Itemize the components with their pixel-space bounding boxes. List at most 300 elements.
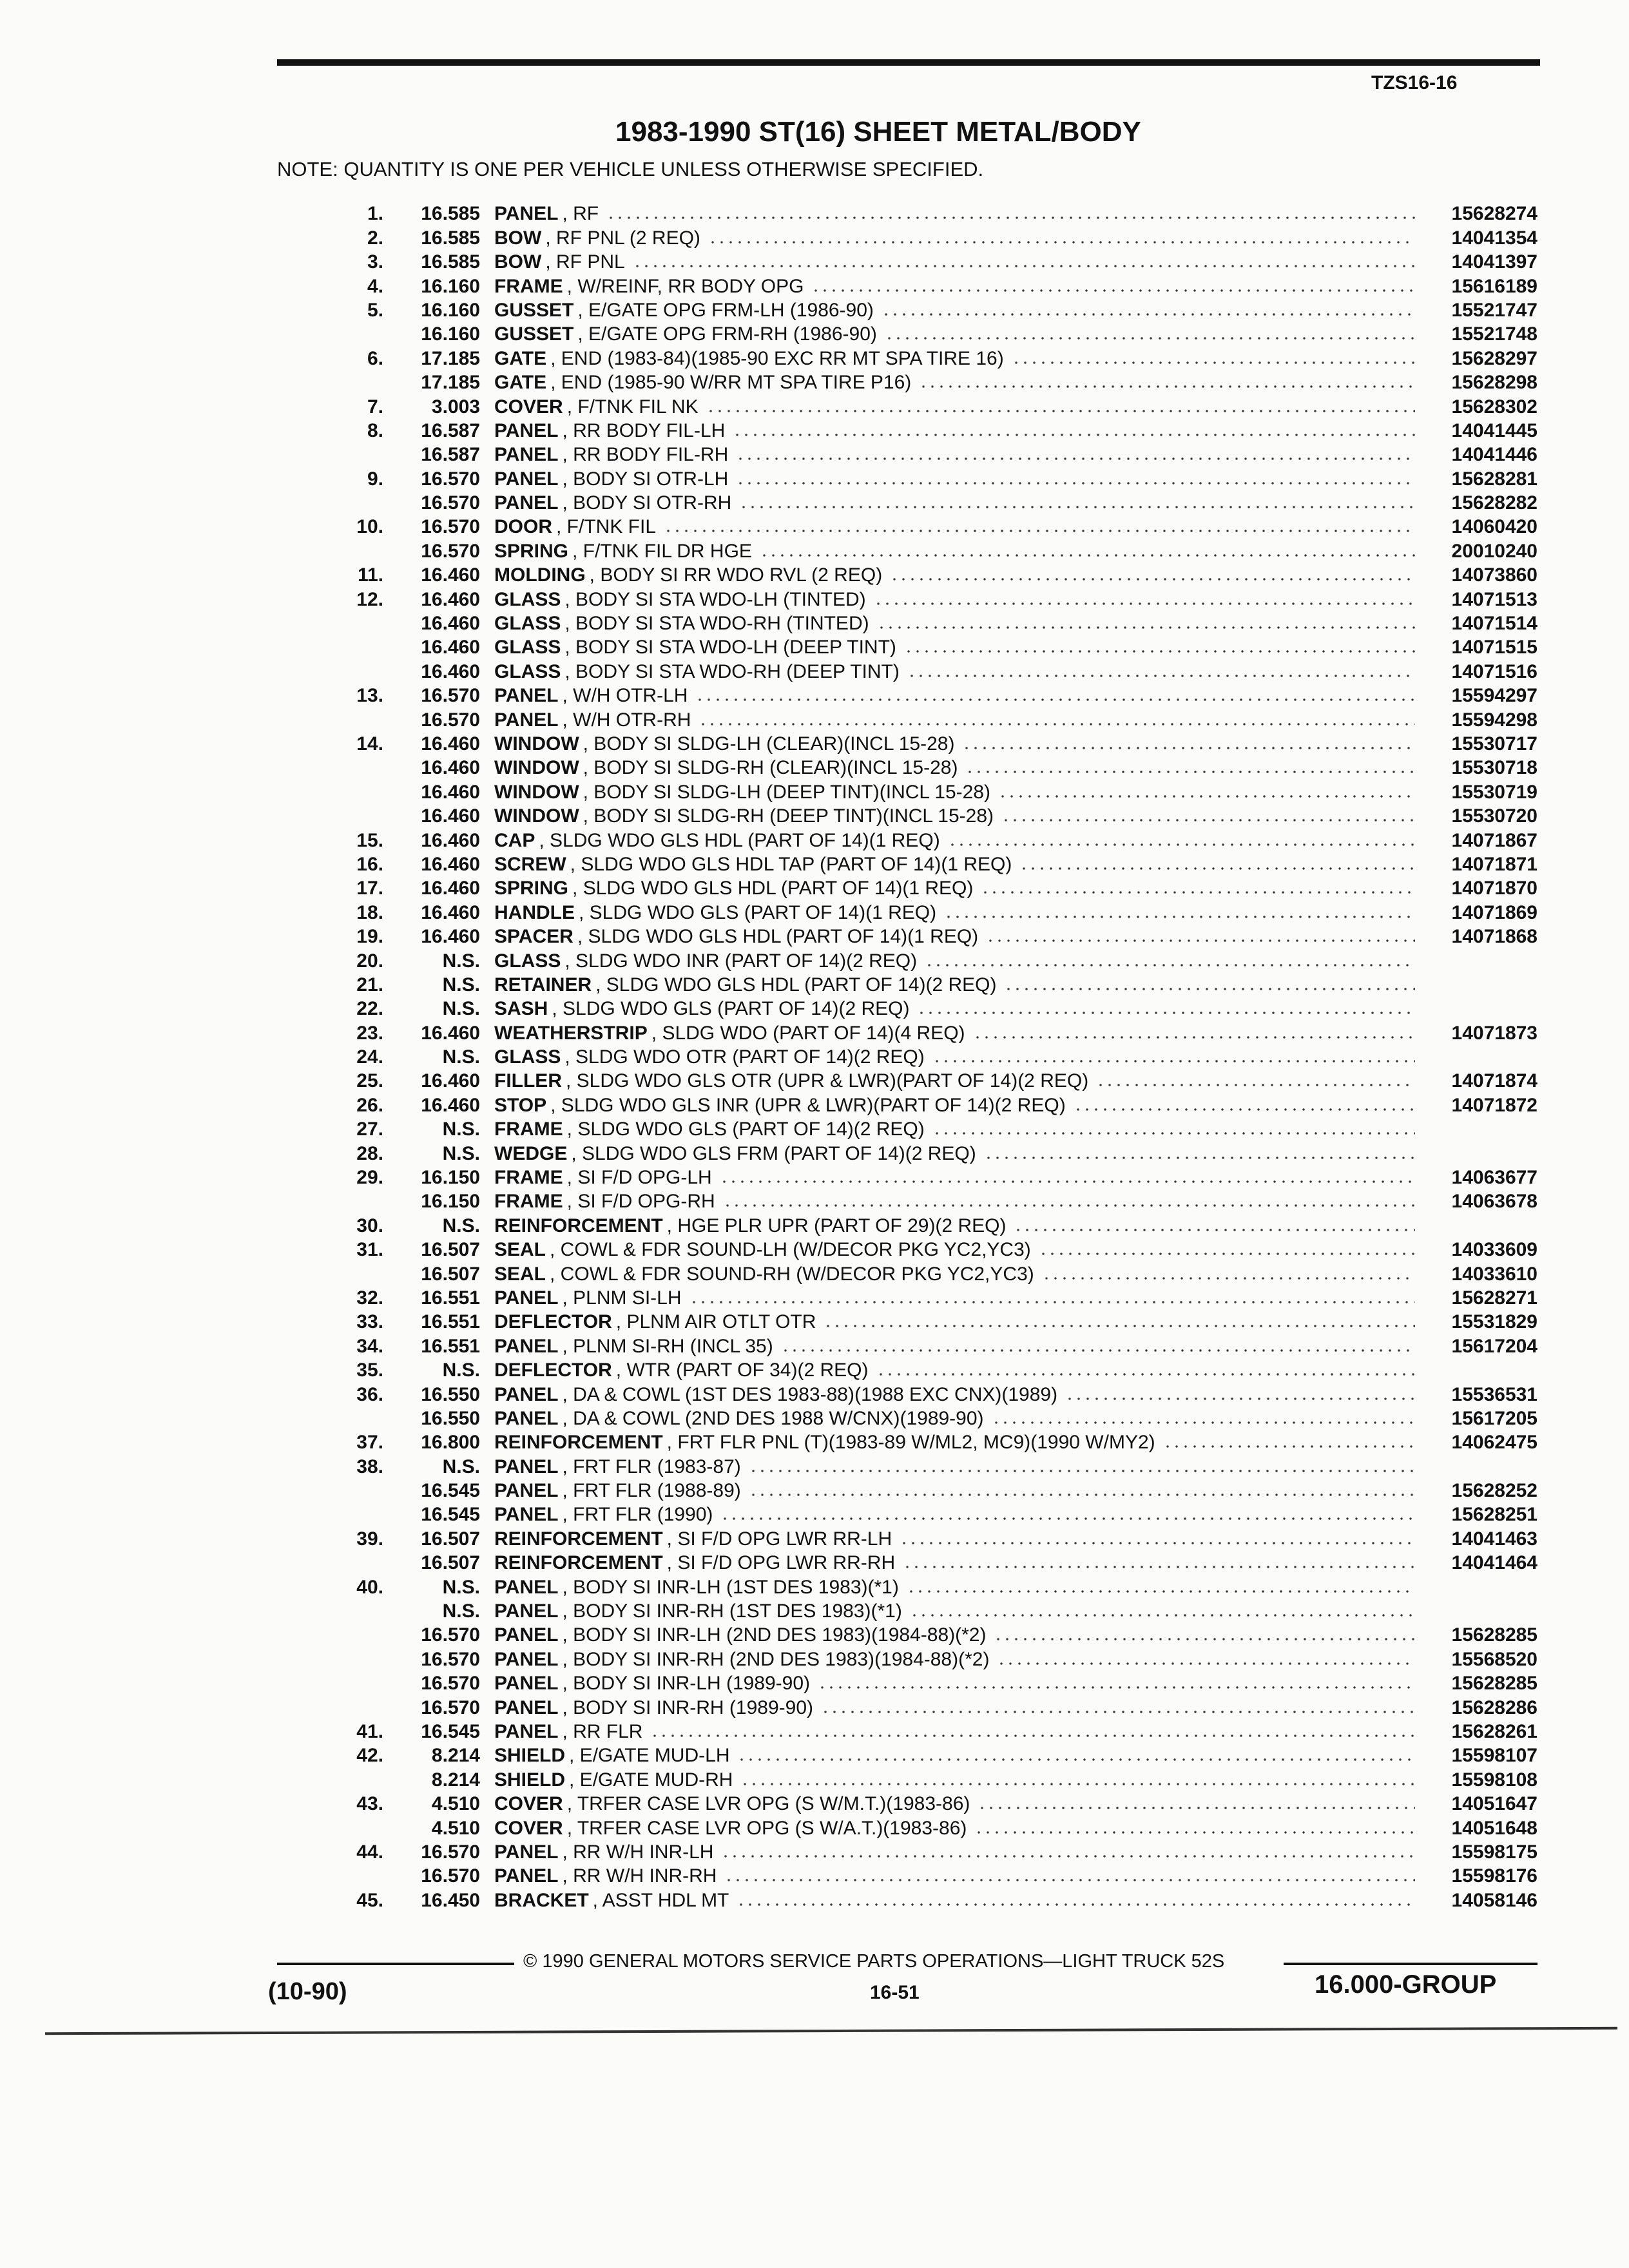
part-row [277, 1117, 1537, 1140]
part-description [494, 1143, 1422, 1165]
part-name: PANEL [494, 419, 559, 441]
catalog-code: 16.570 [421, 468, 480, 490]
dot-leader [890, 577, 1415, 581]
dot-leader [708, 240, 1415, 244]
catalog-code: 16.507 [421, 1263, 480, 1285]
catalog-code: 17.185 [421, 347, 480, 369]
part-name: COVER [494, 1793, 563, 1815]
dot-leader [932, 1131, 1415, 1135]
part-detail: , RF PNL (2 REQ) [545, 227, 700, 249]
part-row [277, 538, 1537, 562]
part-row [277, 1430, 1537, 1454]
catalog-code: 16.460 [421, 805, 480, 827]
part-description [494, 709, 1422, 731]
part-number: 15616189 [1451, 275, 1537, 297]
catalog-code: N.S. [442, 998, 480, 1020]
dot-leader [948, 843, 1415, 847]
part-name: PANEL [494, 492, 559, 514]
part-detail: , FRT FLR PNL (T)(1983-89 W/ML2, MC9)(1990 W/MY2) [666, 1432, 1155, 1454]
part-detail: , F/TNK FIL [556, 516, 657, 538]
part-row [277, 924, 1537, 948]
part-name: WINDOW [494, 781, 579, 803]
part-name: SEAL [494, 1239, 546, 1261]
part-detail: , RR W/H INR-RH [562, 1865, 717, 1887]
part-description [494, 613, 1422, 635]
part-number: 14058146 [1451, 1889, 1537, 1911]
part-row [277, 1140, 1537, 1164]
dot-leader [998, 794, 1415, 798]
part-description [494, 1046, 1422, 1068]
catalog-code: 16.460 [421, 637, 480, 658]
part-description [494, 974, 1422, 996]
part-number: 14071871 [1451, 853, 1537, 875]
part-row [277, 1646, 1537, 1670]
dot-leader [736, 457, 1415, 461]
part-detail: , SLDG WDO GLS HDL TAP (PART OF 14)(1 REQ) [570, 853, 1012, 875]
part-number: 14071872 [1451, 1094, 1537, 1116]
part-description [494, 637, 1422, 658]
part-description [494, 1287, 1422, 1309]
part-detail: , SLDG WDO GLS HDL (PART OF 14)(2 REQ) [595, 974, 997, 995]
part-name: GLASS [494, 637, 561, 658]
part-number: 15598175 [1451, 1841, 1537, 1863]
part-description [494, 1504, 1422, 1526]
item-number: 39. [356, 1528, 383, 1550]
catalog-code: 16.460 [421, 660, 480, 682]
part-name: CAP [494, 829, 535, 851]
part-name: REINFORCEMENT [494, 1528, 663, 1550]
catalog-code: 16.507 [421, 1552, 480, 1574]
item-number: 21. [356, 974, 383, 995]
dot-leader [664, 529, 1415, 533]
part-detail: , COWL & FDR SOUND-RH (W/DECOR PKG YC2,YC3) [550, 1263, 1034, 1285]
catalog-code: 16.545 [421, 1504, 480, 1526]
part-description [494, 1769, 1422, 1791]
dot-leader [1163, 1445, 1415, 1448]
part-name: RETAINER [494, 974, 592, 995]
part-detail: , FRT FLR (1983-87) [562, 1456, 741, 1477]
part-row [277, 1189, 1537, 1213]
part-name: PANEL [494, 1576, 559, 1598]
part-detail: , F/TNK FIL NK [566, 396, 699, 418]
part-description [494, 902, 1422, 924]
part-row [277, 707, 1537, 731]
item-number: 45. [356, 1889, 383, 1911]
part-number: 15628298 [1451, 372, 1537, 394]
item-number: 8. [367, 419, 383, 441]
part-number: 14071513 [1451, 588, 1537, 610]
part-name: WEDGE [494, 1142, 568, 1164]
item-number: 16. [356, 853, 383, 875]
part-name: DEFLECTOR [494, 1311, 612, 1333]
part-row [277, 249, 1537, 273]
part-description [494, 1649, 1422, 1671]
item-number: 4. [367, 275, 383, 297]
catalog-code: 16.587 [421, 419, 480, 441]
item-number: 31. [356, 1239, 383, 1261]
part-description [494, 1624, 1422, 1646]
part-detail: , BODY SI SLDG-RH (CLEAR)(INCL 15-28) [583, 757, 958, 779]
part-name: PANEL [494, 1335, 559, 1357]
item-number: 5. [367, 299, 383, 321]
catalog-code: 16.460 [421, 1070, 480, 1092]
dot-leader [739, 505, 1415, 509]
item-number: 11. [357, 564, 383, 586]
part-number: 14062475 [1451, 1432, 1537, 1454]
part-description [494, 492, 1422, 514]
part-name: PANEL [494, 1673, 559, 1695]
part-detail: , ASST HDL MT [592, 1889, 729, 1911]
catalog-code: 16.570 [421, 1865, 480, 1887]
part-row [277, 1815, 1537, 1839]
part-number: 15617204 [1451, 1335, 1537, 1357]
part-name: PANEL [494, 1865, 559, 1887]
dot-leader [981, 890, 1415, 894]
item-number: 22. [356, 998, 383, 1020]
item-number: 42. [356, 1745, 383, 1767]
part-description [494, 468, 1422, 490]
dot-leader [973, 1035, 1415, 1039]
part-detail: , BODY SI INR-LH (1ST DES 1983)(*1) [562, 1576, 899, 1598]
item-number: 10. [356, 516, 383, 538]
catalog-code: N.S. [442, 950, 480, 972]
part-name: PANEL [494, 468, 559, 490]
part-row [277, 1213, 1537, 1236]
part-name: GUSSET [494, 323, 574, 345]
part-name: FRAME [494, 1167, 563, 1189]
part-description [494, 1239, 1422, 1261]
catalog-code: 16.585 [421, 251, 480, 273]
part-name: PANEL [494, 1696, 559, 1718]
catalog-code: 16.545 [421, 1480, 480, 1502]
part-row [277, 803, 1537, 827]
dot-leader [650, 1734, 1415, 1738]
item-number: 37. [356, 1432, 383, 1454]
part-description [494, 1191, 1422, 1213]
part-detail: , BODY SI INR-RH (1989-90) [562, 1696, 814, 1718]
part-row [277, 322, 1537, 345]
part-name: PANEL [494, 1480, 559, 1502]
part-name: GATE [494, 347, 547, 369]
item-number: 27. [356, 1119, 383, 1140]
catalog-code: 16.460 [421, 564, 480, 586]
part-detail: , SI F/D OPG-RH [566, 1191, 715, 1213]
catalog-code: 16.570 [421, 1673, 480, 1695]
part-description [494, 1890, 1422, 1912]
part-description [494, 1793, 1422, 1815]
part-detail: , BODY SI INR-LH (1989-90) [562, 1673, 811, 1695]
part-description [494, 1023, 1422, 1044]
part-description [494, 1721, 1422, 1743]
catalog-code: 16.150 [421, 1191, 480, 1213]
part-detail: , BODY SI STA WDO-RH (TINTED) [564, 613, 869, 635]
dot-leader [720, 1180, 1415, 1184]
part-row [277, 1454, 1537, 1477]
catalog-code: 16.460 [421, 1094, 480, 1116]
dot-leader [1001, 818, 1415, 822]
item-number: 35. [356, 1360, 383, 1381]
dot-leader [706, 409, 1415, 413]
item-number: 15. [356, 829, 383, 851]
catalog-code: 16.160 [421, 299, 480, 321]
part-number: 14071516 [1451, 660, 1537, 682]
dot-leader [986, 939, 1415, 943]
part-description [494, 1408, 1422, 1430]
part-row [277, 394, 1537, 418]
part-row [277, 442, 1537, 466]
part-row [277, 635, 1537, 658]
part-name: BOW [494, 227, 542, 249]
part-row [277, 1261, 1537, 1285]
item-number: 23. [356, 1022, 383, 1044]
part-description [494, 1745, 1422, 1767]
part-number: 15530718 [1451, 757, 1537, 779]
part-row [277, 1333, 1537, 1357]
part-row [277, 1671, 1537, 1695]
catalog-code: 16.460 [421, 1022, 480, 1044]
part-row [277, 779, 1537, 803]
part-row [277, 755, 1537, 779]
part-name: BRACKET [494, 1889, 589, 1911]
part-description [494, 733, 1422, 755]
part-name: SEAL [494, 1263, 546, 1285]
part-row [277, 731, 1537, 755]
part-row [277, 1381, 1537, 1405]
catalog-code: 16.460 [421, 757, 480, 779]
part-row [277, 225, 1537, 249]
part-description [494, 589, 1422, 611]
catalog-code: 16.460 [421, 829, 480, 851]
dot-leader [818, 1686, 1415, 1689]
part-description [494, 1865, 1422, 1887]
part-row [277, 298, 1537, 322]
part-name: REINFORCEMENT [494, 1432, 663, 1454]
quantity-note: NOTE: QUANTITY IS ONE PER VEHICLE UNLESS OTHERWISE SPECIFIED. [277, 158, 984, 180]
part-description [494, 1384, 1422, 1406]
part-detail: , BODY SI INR-LH (2ND DES 1983)(1984-88)(*2) [562, 1624, 987, 1646]
dot-leader [876, 1372, 1416, 1376]
part-description [494, 1119, 1422, 1140]
item-number: 41. [356, 1721, 383, 1742]
part-detail: , BODY SI SLDG-LH (DEEP TINT)(INCL 15-28) [583, 781, 991, 803]
catalog-code: 16.570 [421, 540, 480, 562]
part-number: 14041397 [1451, 251, 1537, 273]
part-detail: , SI F/D OPG LWR RR-RH [666, 1552, 896, 1574]
dot-leader [811, 289, 1415, 293]
part-detail: , W/H OTR-LH [562, 685, 688, 707]
part-name: SHIELD [494, 1769, 566, 1791]
part-description [494, 830, 1422, 852]
dot-leader [1039, 1252, 1415, 1256]
dot-leader [740, 1782, 1415, 1786]
part-description [494, 854, 1422, 876]
part-detail: , BODY SI INR-RH (2ND DES 1983)(1984-88)(*2) [562, 1648, 990, 1670]
dot-leader [1004, 987, 1415, 991]
part-detail: , SLDG WDO GLS INR (UPR & LWR)(PART OF 14)(2 REQ) [550, 1094, 1066, 1116]
part-number: 15531829 [1451, 1311, 1537, 1333]
catalog-code: 16.570 [421, 1841, 480, 1863]
part-name: WINDOW [494, 733, 579, 754]
catalog-code: 16.460 [421, 613, 480, 635]
part-number: 15628282 [1451, 492, 1537, 514]
dot-leader [874, 602, 1415, 606]
dot-leader [925, 963, 1415, 967]
part-name: SPRING [494, 878, 569, 899]
catalog-code: N.S. [442, 1119, 480, 1140]
part-description [494, 926, 1422, 948]
part-detail: , COWL & FDR SOUND-LH (W/DECOR PKG YC2,YC3) [550, 1239, 1031, 1261]
part-detail: , BODY SI STA WDO-LH (TINTED) [564, 588, 866, 610]
part-description [494, 1552, 1422, 1574]
catalog-code: N.S. [442, 974, 480, 995]
dot-leader [821, 1710, 1415, 1714]
part-row [277, 1695, 1537, 1718]
part-number: 15521748 [1451, 323, 1537, 345]
dot-leader [1012, 361, 1415, 365]
footer-group: 16.000-GROUP [1315, 1970, 1497, 1999]
dot-leader [1014, 1228, 1415, 1232]
footer-copyright: © 1990 GENERAL MOTORS SERVICE PARTS OPERATIONS—LIGHT TRUCK 52S [523, 1951, 1225, 1972]
part-number: 14041463 [1451, 1528, 1537, 1550]
part-number: 15628281 [1451, 468, 1537, 490]
dot-leader [907, 674, 1415, 678]
part-detail: , SI F/D OPG LWR RR-LH [666, 1528, 892, 1550]
part-detail: , RF [562, 203, 599, 225]
part-detail: , BODY SI OTR-LH [562, 468, 729, 490]
part-detail: , END (1985-90 W/RR MT SPA TIRE P16) [550, 372, 912, 394]
part-number: 14033610 [1451, 1263, 1537, 1285]
part-row [277, 1863, 1537, 1887]
part-name: MOLDING [494, 564, 586, 586]
part-row [277, 418, 1537, 442]
part-detail: , BODY SI STA WDO-LH (DEEP TINT) [564, 637, 896, 658]
catalog-code: 16.550 [421, 1383, 480, 1405]
dot-leader [733, 433, 1415, 437]
dot-leader [720, 1517, 1415, 1521]
part-detail: , RR FLR [562, 1721, 643, 1742]
part-row [277, 1526, 1537, 1550]
item-number: 20. [356, 950, 383, 972]
part-description [494, 757, 1422, 779]
part-name: PANEL [494, 444, 559, 466]
part-detail: , PLNM AIR OTLT OTR [615, 1311, 816, 1333]
part-name: GATE [494, 372, 547, 394]
part-number: 15628302 [1451, 396, 1537, 418]
part-number: 14071870 [1451, 878, 1537, 899]
catalog-code: N.S. [442, 1360, 480, 1381]
catalog-code: 16.460 [421, 878, 480, 899]
part-row [277, 1478, 1537, 1502]
part-number: 15598108 [1451, 1769, 1537, 1791]
part-description [494, 1432, 1422, 1454]
part-description [494, 444, 1422, 466]
dot-leader [1096, 1083, 1415, 1087]
part-detail: , SLDG WDO GLS HDL (PART OF 14)(1 REQ) [539, 829, 940, 851]
part-number: 15530720 [1451, 805, 1537, 827]
part-name: PANEL [494, 1841, 559, 1863]
catalog-code: 8.214 [431, 1769, 480, 1791]
part-row [277, 466, 1537, 490]
part-description [494, 1336, 1422, 1358]
item-number: 19. [356, 926, 383, 948]
catalog-code: 16.450 [421, 1889, 480, 1911]
part-detail: , DA & COWL (1ST DES 1983-88)(1988 EXC CNX)(1989) [562, 1383, 1058, 1405]
catalog-code: 16.460 [421, 733, 480, 754]
part-detail: , END (1983-84)(1985-90 EXC RR MT SPA TIRE 16) [550, 347, 1004, 369]
dot-leader [900, 1541, 1415, 1545]
item-number: 9. [367, 468, 383, 490]
part-name: WINDOW [494, 757, 579, 779]
catalog-code: 16.545 [421, 1721, 480, 1742]
item-number: 34. [356, 1335, 383, 1357]
part-detail: , BODY SI SLDG-LH (CLEAR)(INCL 15-28) [583, 733, 955, 754]
catalog-code: 3.003 [431, 396, 480, 418]
dot-leader [633, 264, 1415, 268]
part-description [494, 685, 1422, 707]
part-row [277, 1285, 1537, 1309]
part-number: 15598176 [1451, 1865, 1537, 1887]
part-name: GLASS [494, 1046, 561, 1068]
part-name: PANEL [494, 1456, 559, 1477]
part-row [277, 1743, 1537, 1767]
dot-leader [877, 626, 1415, 629]
part-detail: , BODY SI RR WDO RVL (2 REQ) [589, 564, 883, 586]
part-number: 14041445 [1451, 419, 1537, 441]
part-detail: , SLDG WDO GLS (PART OF 14)(2 REQ) [566, 1119, 925, 1140]
part-number: 15628274 [1451, 203, 1537, 225]
part-number: 14071868 [1451, 926, 1537, 948]
item-number: 30. [356, 1215, 383, 1236]
part-detail: , PLNM SI-RH (INCL 35) [562, 1335, 773, 1357]
part-detail: , FRT FLR (1990) [562, 1504, 713, 1526]
part-detail: , SLDG WDO GLS (PART OF 14)(1 REQ) [579, 901, 937, 923]
part-number: 14071874 [1451, 1070, 1537, 1092]
dot-leader [824, 1324, 1415, 1328]
item-number: 38. [356, 1456, 383, 1477]
dot-leader [910, 1613, 1415, 1617]
catalog-code: 16.507 [421, 1528, 480, 1550]
part-name: REINFORCEMENT [494, 1215, 663, 1236]
part-description [494, 1841, 1422, 1863]
part-row [277, 683, 1537, 707]
part-description [494, 300, 1422, 322]
part-name: GLASS [494, 588, 561, 610]
part-number: 15536531 [1451, 1383, 1537, 1405]
part-description [494, 396, 1422, 418]
part-row [277, 1020, 1537, 1044]
catalog-code: N.S. [442, 1046, 480, 1068]
part-detail: , SI F/D OPG-LH [566, 1167, 712, 1189]
part-number: 15594297 [1451, 685, 1537, 707]
catalog-code: 16.570 [421, 1624, 480, 1646]
dot-leader [907, 1590, 1415, 1593]
dot-leader [699, 722, 1415, 726]
catalog-code: 16.585 [421, 203, 480, 225]
dot-leader [917, 1011, 1415, 1015]
dot-leader [919, 385, 1415, 389]
part-detail: , BODY SI STA WDO-RH (DEEP TINT) [564, 660, 900, 682]
item-number: 2. [367, 227, 383, 249]
dot-leader [1019, 867, 1415, 870]
item-number: 32. [356, 1287, 383, 1309]
part-row [277, 1502, 1537, 1526]
part-row [277, 273, 1537, 297]
dot-leader [606, 216, 1415, 220]
catalog-code: 4.510 [431, 1793, 480, 1815]
part-name: PANEL [494, 1624, 559, 1646]
catalog-code: 16.160 [421, 275, 480, 297]
item-number: 17. [356, 878, 383, 899]
